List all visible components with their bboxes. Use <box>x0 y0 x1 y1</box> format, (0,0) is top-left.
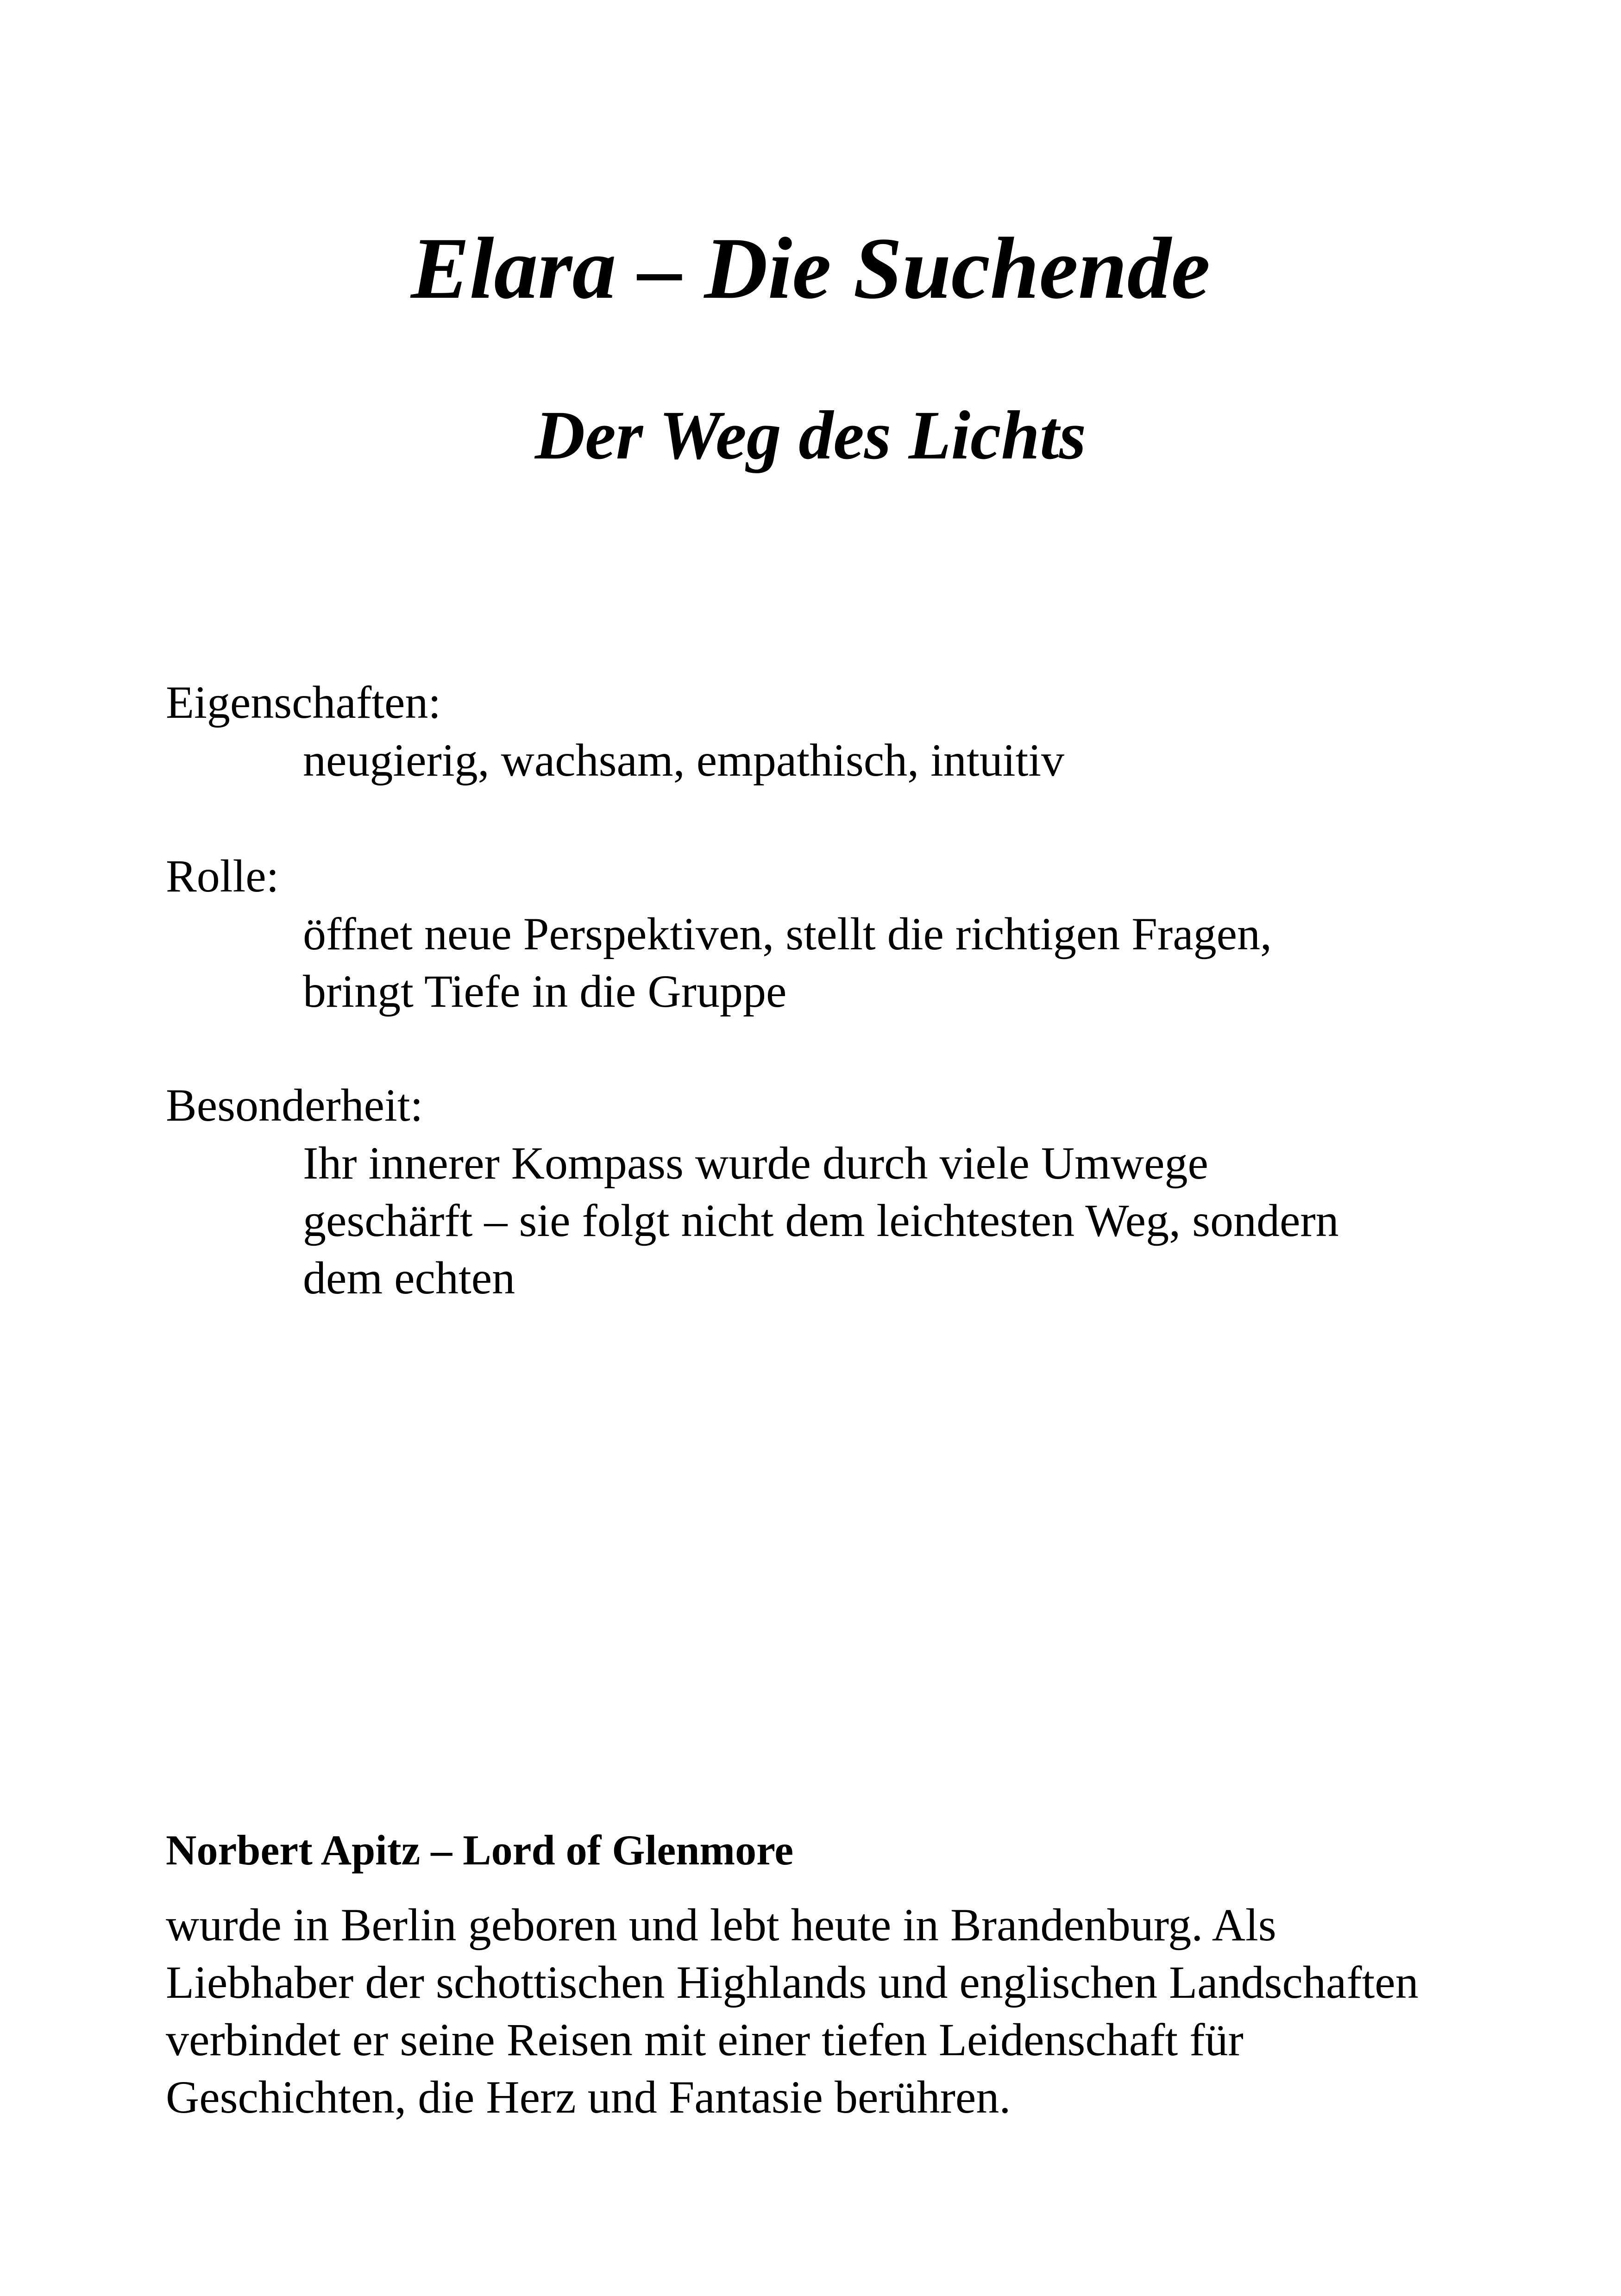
trait-value-line: neugierig, wachsam, empathisch, intuitiv <box>303 734 1065 786</box>
page-title: Elara – Die Suchende <box>411 220 1210 317</box>
trait-value-besonderheit <box>303 1135 1339 1307</box>
trait-value-line: bringt Tiefe in die Gruppe <box>303 966 787 1017</box>
trait-value-line: öffnet neue Perspektiven, stellt die richtigen Fragen, <box>303 908 1272 960</box>
author-bio-line: Liebhaber der schottischen Highlands und englischen Landschaften <box>166 1957 1419 2008</box>
page-subtitle: Der Weg des Lichts <box>534 397 1087 474</box>
trait-label-besonderheit: Besonderheit: <box>166 1079 423 1131</box>
trait-label-rolle: Rolle: <box>166 850 279 902</box>
author-bio <box>166 1896 1419 2126</box>
trait-value-line: Ihr innerer Kompass wurde durch viele Umwege <box>303 1137 1208 1189</box>
trait-value-eigenschaften <box>303 732 1064 789</box>
trait-value-line: geschärft – sie folgt nicht dem leichtesten Weg, sondern <box>303 1195 1339 1246</box>
author-bio-line: Geschichten, die Herz und Fantasie berühren. <box>166 2071 1011 2123</box>
author-name: Norbert Apitz – Lord of Glenmore <box>166 1826 794 1874</box>
author-bio-line: verbindet er seine Reisen mit einer tiefen Leidenschaft für <box>166 2014 1244 2065</box>
trait-label-eigenschaften: Eigenschaften: <box>166 677 441 728</box>
trait-value-line: dem echten <box>303 1252 515 1304</box>
author-bio-line: wurde in Berlin geboren und lebt heute in Brandenburg. Als <box>166 1899 1276 1951</box>
trait-value-rolle <box>303 905 1272 1020</box>
